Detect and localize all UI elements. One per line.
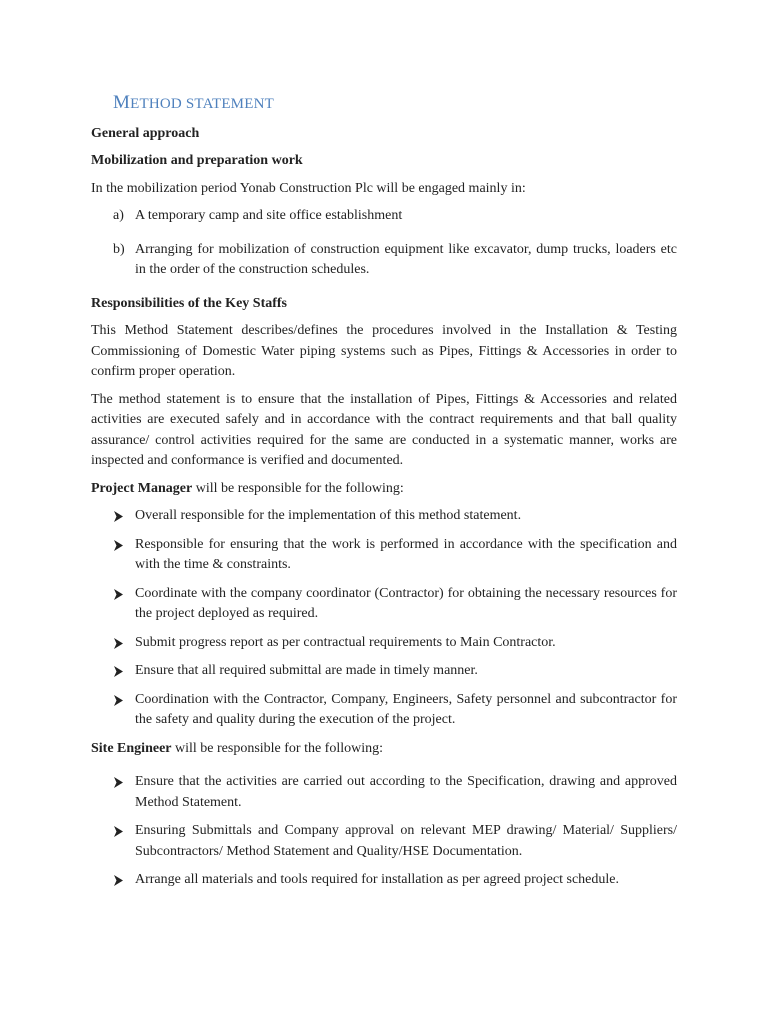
list-item-text: Coordinate with the company coordinator (Contractor) for obtaining the necessary resources for the project deployed as required. <box>135 585 677 621</box>
list-item <box>91 584 677 625</box>
list-item <box>91 821 677 862</box>
arrowhead-bullet-icon <box>113 511 123 522</box>
project-manager-list <box>91 506 677 731</box>
paragraph-scope: This Method Statement describes/defines the procedures involved in the Installation & Testing Commissioning of Domestic Water piping systems such as Pipes, Fittings & Accessories in order to confirm proper operation. <box>91 323 677 379</box>
site-engineer-lead-text: will be responsible for the following: <box>171 740 384 756</box>
list-item-text: Arranging for mobilization of construction equipment like excavator, dump trucks, loaders etc in the order of the construction schedules. <box>135 241 677 277</box>
arrowhead-bullet-icon <box>113 695 123 706</box>
project-manager-role: Project Manager <box>91 480 193 496</box>
list-item-text: Ensuring Submittals and Company approval on relevant MEP drawing/ Material/ Suppliers/ Subcontractors/ Method Statement and Quality/HSE Documentation. <box>135 823 677 859</box>
list-item <box>91 240 677 281</box>
mobilization-heading: Mobilization and preparation work <box>91 153 303 168</box>
arrowhead-bullet-icon <box>113 589 123 600</box>
list-marker: b) <box>113 241 125 257</box>
project-manager-lead <box>91 479 677 500</box>
list-item <box>91 506 677 527</box>
arrowhead-bullet-icon <box>113 666 123 677</box>
title-rest: ETHOD STATEMENT <box>130 96 274 112</box>
arrowhead-bullet-icon <box>113 638 123 649</box>
list-item-text: Ensure that all required submittal are made in timely manner. <box>135 663 478 678</box>
arrowhead-bullet-icon <box>113 826 123 837</box>
list-item-text: Submit progress report as per contractual requirements to Main Contractor. <box>135 634 556 650</box>
mobilization-list <box>91 206 677 281</box>
list-item-text: Responsible for ensuring that the work is performed in accordance with the specification and with the time & constraints. <box>135 536 677 572</box>
general-approach-heading: General approach <box>91 125 200 141</box>
list-item-text: Arrange all materials and tools required for installation as per agreed project schedule. <box>135 872 619 887</box>
arrowhead-bullet-icon <box>113 777 123 788</box>
list-item <box>91 772 677 813</box>
paragraph-purpose: The method statement is to ensure that the installation of Pipes, Fittings & Accessories and related activities are executed safely and in accordance with the contract requirements and that ball quality assurance/ control activities required for the same are conducted in a systematic manner, works are inspected and conformance is verified and documented. <box>91 391 677 468</box>
site-engineer-list <box>91 772 677 891</box>
list-item <box>91 661 677 682</box>
responsibilities-heading: Responsibilities of the Key Staffs <box>91 295 287 311</box>
arrowhead-bullet-icon <box>113 875 123 886</box>
list-item <box>91 690 677 731</box>
site-engineer-lead <box>91 739 677 760</box>
list-item <box>91 206 677 227</box>
list-item-text: A temporary camp and site office establishment <box>135 208 403 223</box>
site-engineer-role: Site Engineer <box>91 740 172 756</box>
list-item <box>91 535 677 576</box>
list-item-text: Overall responsible for the implementation of this method statement. <box>135 508 522 523</box>
list-item <box>91 633 677 654</box>
project-manager-lead-text: will be responsible for the following: <box>192 480 404 496</box>
list-item-text: Coordination with the Contractor, Company, Engineers, Safety personnel and subcontractor for the safety and quality during the execution of the project. <box>135 691 677 727</box>
list-item-text: Ensure that the activities are carried out according to the Specification, drawing and approved Method Statement. <box>135 774 677 810</box>
list-marker: a) <box>113 208 124 223</box>
mobilization-intro: In the mobilization period Yonab Construction Plc will be engaged mainly in: <box>91 180 526 196</box>
title-initial: M <box>113 92 131 113</box>
list-item <box>91 870 677 891</box>
document-body <box>91 93 677 899</box>
document-title <box>113 93 677 115</box>
arrowhead-bullet-icon <box>113 540 123 551</box>
